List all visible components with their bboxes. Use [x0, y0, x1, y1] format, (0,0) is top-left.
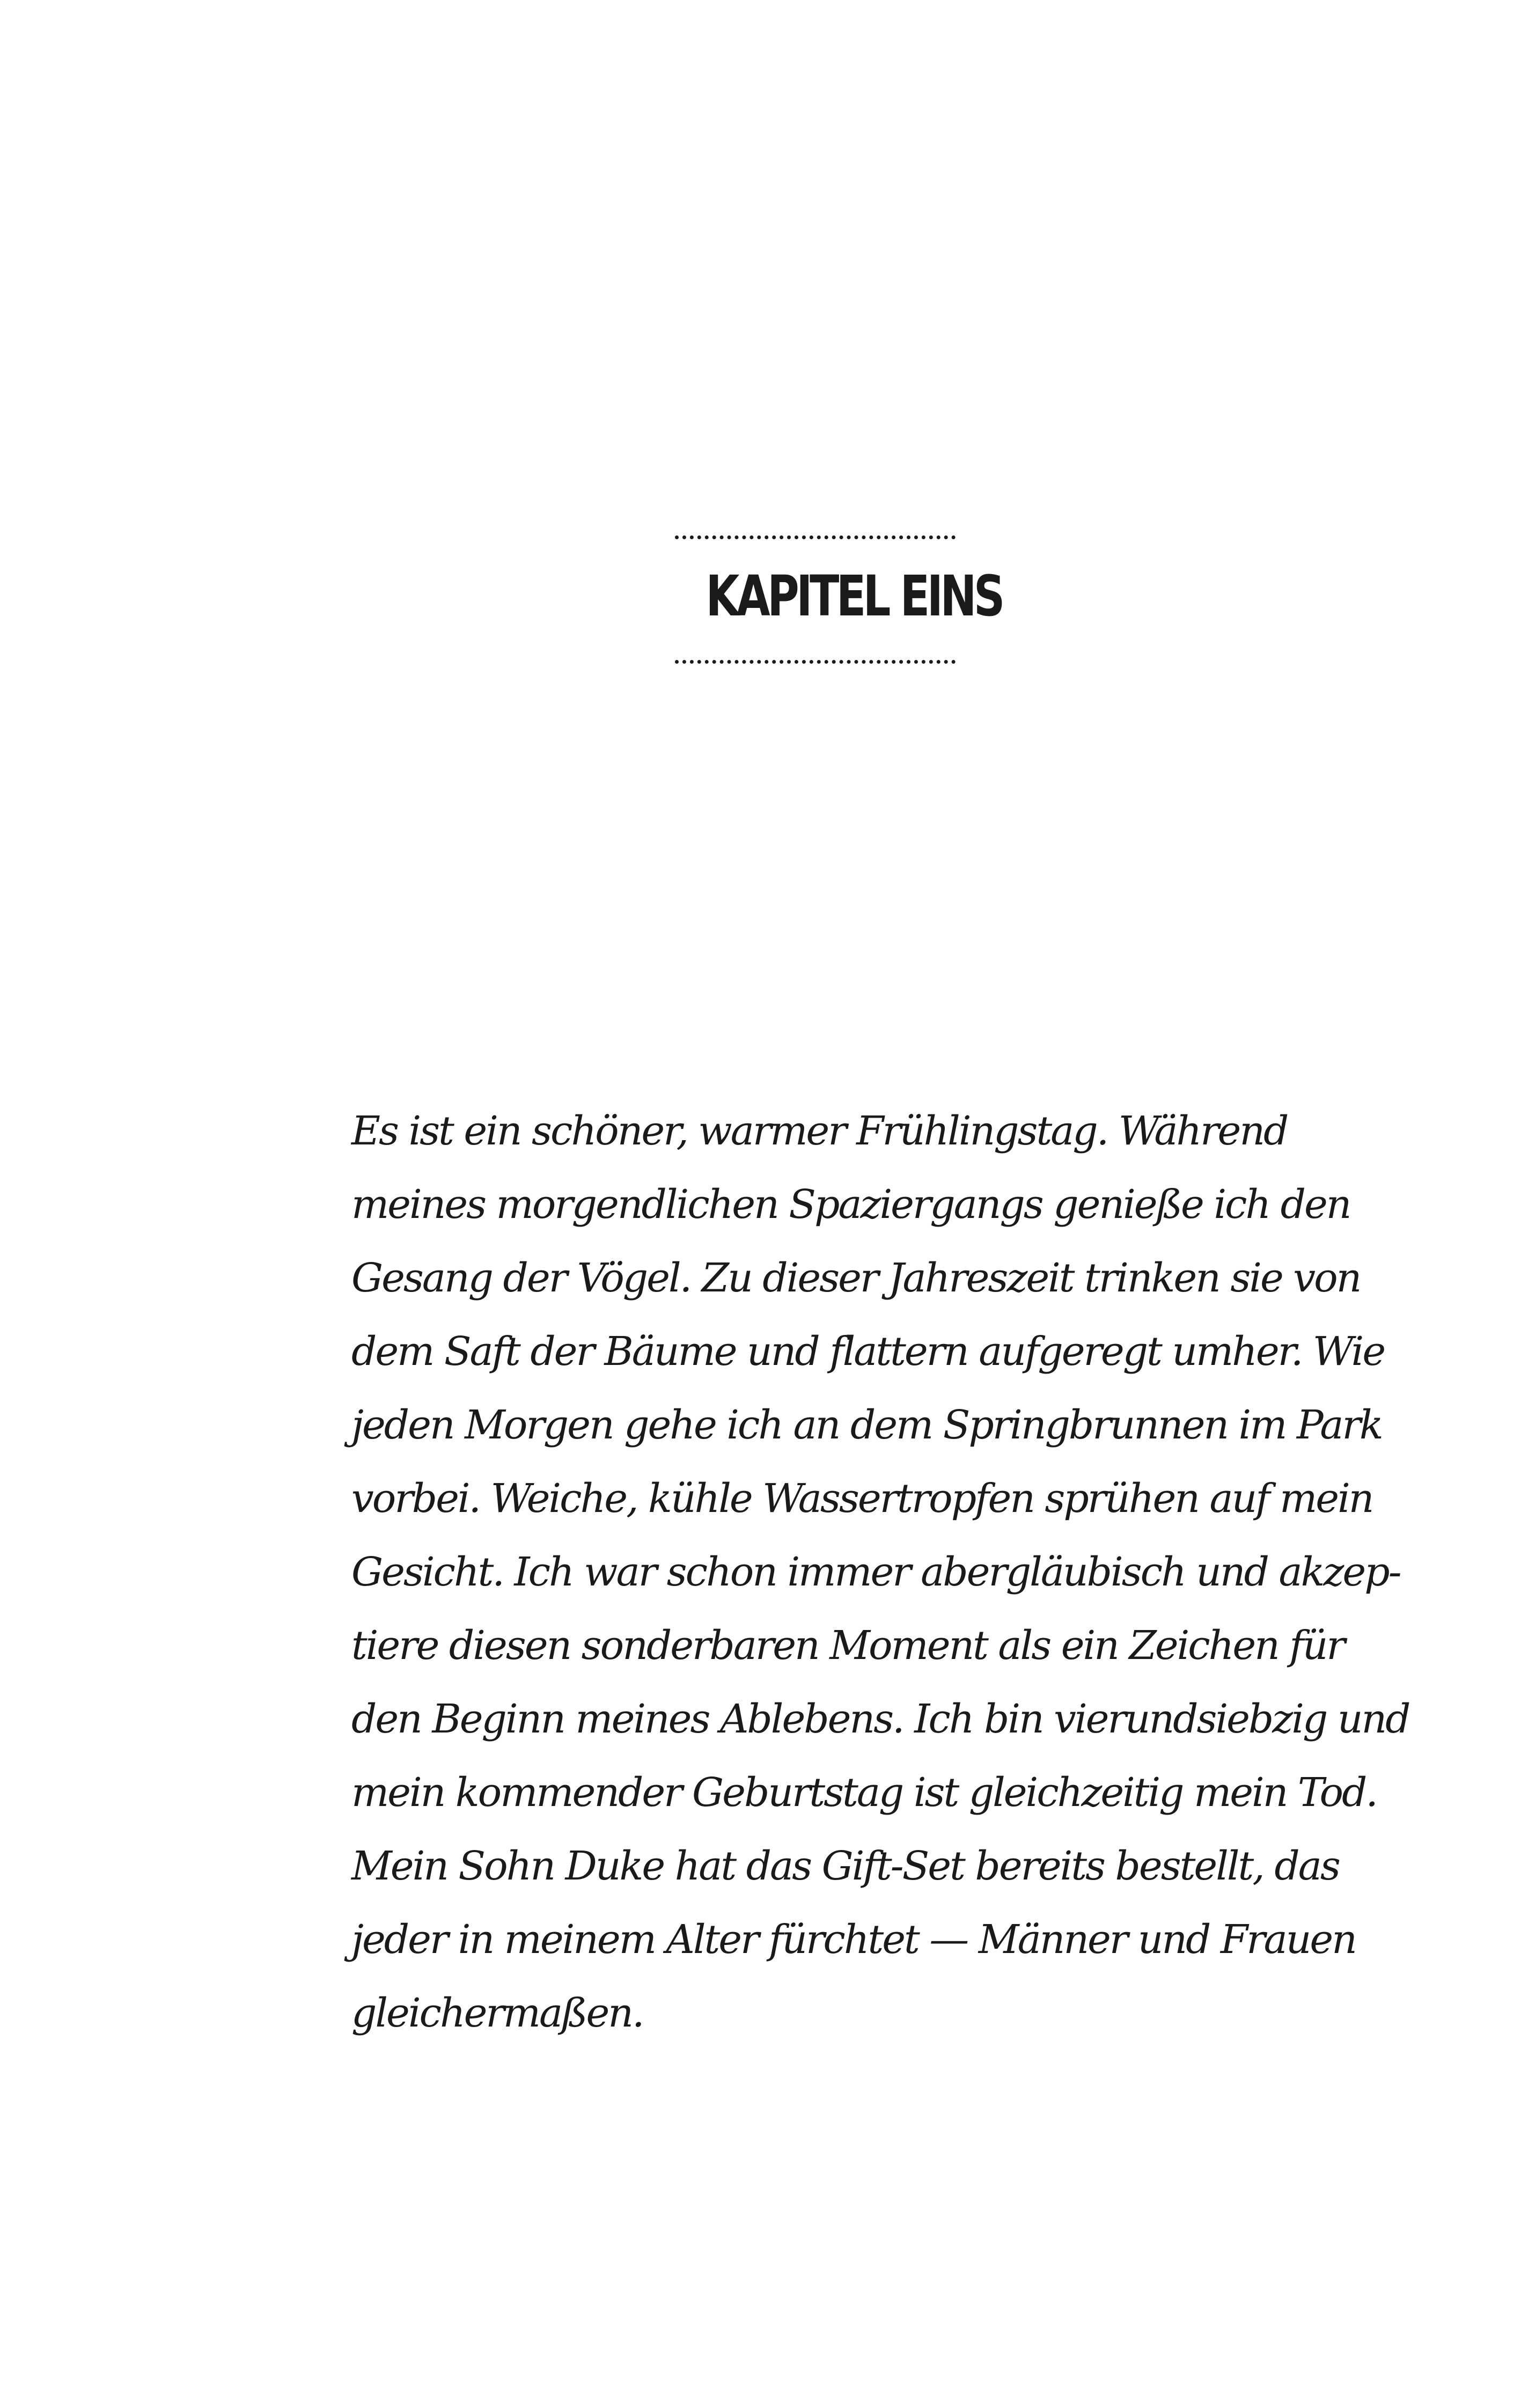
- chapter-title: KAPITEL EINS: [706, 563, 1002, 629]
- paragraph-line: Gesicht. Ich war schon immer abergläubisch und akzep-: [351, 1549, 1400, 1595]
- paragraph-line: vorbei. Weiche, kühle Wassertropfen sprühen auf mein: [351, 1475, 1373, 1522]
- paragraph-line: Gesang der Vögel. Zu dieser Jahreszeit trinken sie von: [351, 1255, 1361, 1301]
- chapter-rule-bottom: [675, 660, 956, 664]
- chapter-rule-top: [675, 535, 956, 539]
- paragraph-line: jeden Morgen gehe ich an dem Springbrunnen im Park: [351, 1402, 1382, 1448]
- paragraph-line: meines morgendlichen Spaziergangs genieße ich den: [351, 1181, 1350, 1228]
- paragraph-line: jeder in meinem Alter fürchtet — Männer und Frauen: [351, 1917, 1356, 1963]
- paragraph-line: Mein Sohn Duke hat das Gift-Set bereits bestellt, das: [351, 1843, 1339, 1889]
- body-paragraph: [351, 1095, 1409, 2050]
- paragraph-line: dem Saft der Bäume und flattern aufgeregt umher. Wie: [351, 1328, 1385, 1375]
- paragraph-line: tiere diesen sonderbaren Moment als ein Zeichen für: [351, 1623, 1344, 1669]
- paragraph-line: Es ist ein schöner, warmer Frühlingstag. Während: [351, 1108, 1288, 1154]
- chapter-header: [675, 535, 1002, 664]
- paragraph-line: mein kommender Geburtstag ist gleichzeitig mein Tod.: [351, 1770, 1377, 1816]
- paragraph-line: gleichermaßen.: [351, 1990, 643, 2036]
- paragraph-line: den Beginn meines Ablebens. Ich bin vierundsiebzig und: [351, 1696, 1409, 1742]
